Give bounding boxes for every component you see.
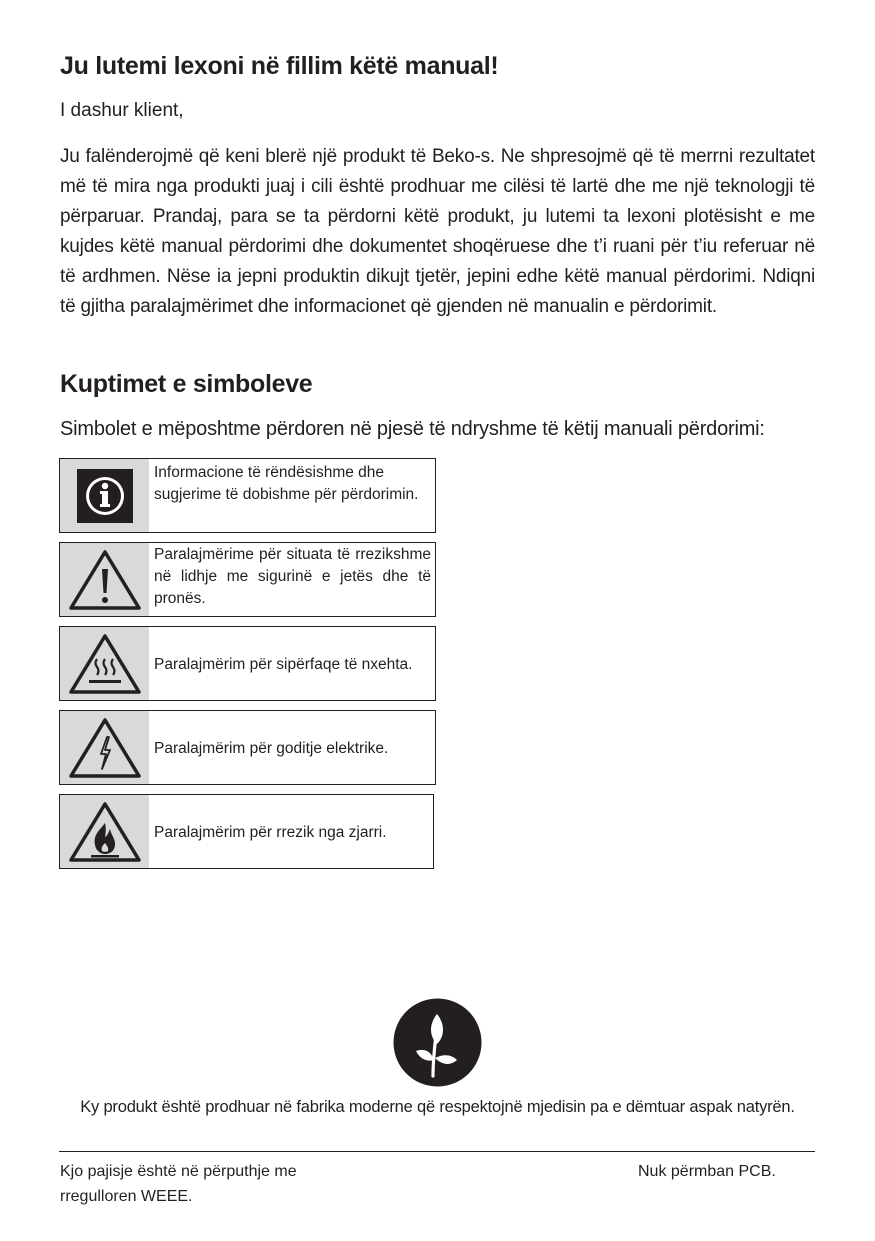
symbol-row-electric [59, 710, 436, 785]
symbol-text: Paralajmërim për sipërfaqe të nxehta. [154, 655, 413, 673]
symbol-text: Informacione të rëndësishme dhe sugjerime të dobishme për përdorimin. [154, 464, 419, 503]
pcb-statement: Nuk përmban PCB. [638, 1163, 776, 1180]
hot-surface-icon [60, 627, 149, 700]
footer-divider [59, 1151, 815, 1152]
warning-icon [60, 543, 149, 616]
symbol-row-warning [59, 542, 436, 617]
info-icon [60, 459, 149, 532]
symbol-row-fire [59, 794, 434, 869]
eco-statement: Ky produkt është prodhuar në fabrika moderne që respektojnë mjedisin pa e dëmtuar aspak natyrën. [80, 1098, 795, 1116]
symbol-text: Paralajmërime për situata të rrezikshme në lidhje me sigurinë e jetës dhe të pronës. [154, 546, 431, 607]
symbols-heading: Kuptimet e simboleve [60, 370, 313, 398]
symbol-row-hot-surface [59, 626, 436, 701]
weee-compliance: Kjo pajisje është në përputhje me rregulloren WEEE. [60, 1163, 297, 1205]
symbol-row-info [59, 458, 436, 533]
symbol-text: Paralajmërim për goditje elektrike. [154, 739, 389, 757]
eco-leaf-icon [393, 998, 482, 1092]
symbols-lead: Simbolet e mëposhtme përdoren në pjesë të ndryshme të këtij manuali përdorimi: [60, 418, 765, 440]
symbol-text: Paralajmërim për rrezik nga zjarri. [154, 823, 387, 841]
page-title: Ju lutemi lexoni në fillim këtë manual! [60, 52, 499, 80]
electric-shock-icon [60, 711, 149, 784]
greeting: I dashur klient, [60, 100, 184, 121]
fire-hazard-icon [60, 795, 149, 868]
intro-paragraph: Ju falënderojmë që keni blerë një produkt të Beko-s. Ne shpresojmë që të merrni rezultatet më të mira nga produkti juaj i cili është prodhuar me cilësi të lartë dhe me një teknologji të përparuar. Prandaj, para se ta përdorni këtë produkt, ju lutemi ta lexoni plotësisht e me kujdes këtë manual përdorimi dhe dokumentet shoqëruese dhe t’i ruani për t’iu referuar në të ardhmen. Nëse ia jepni produktin dikujt tjetër, jepini edhe këtë manual përdorimi. Ndiqni të gjitha paralajmërimet dhe informacionet që gjenden në manualin e përdorimit. [60, 146, 815, 317]
